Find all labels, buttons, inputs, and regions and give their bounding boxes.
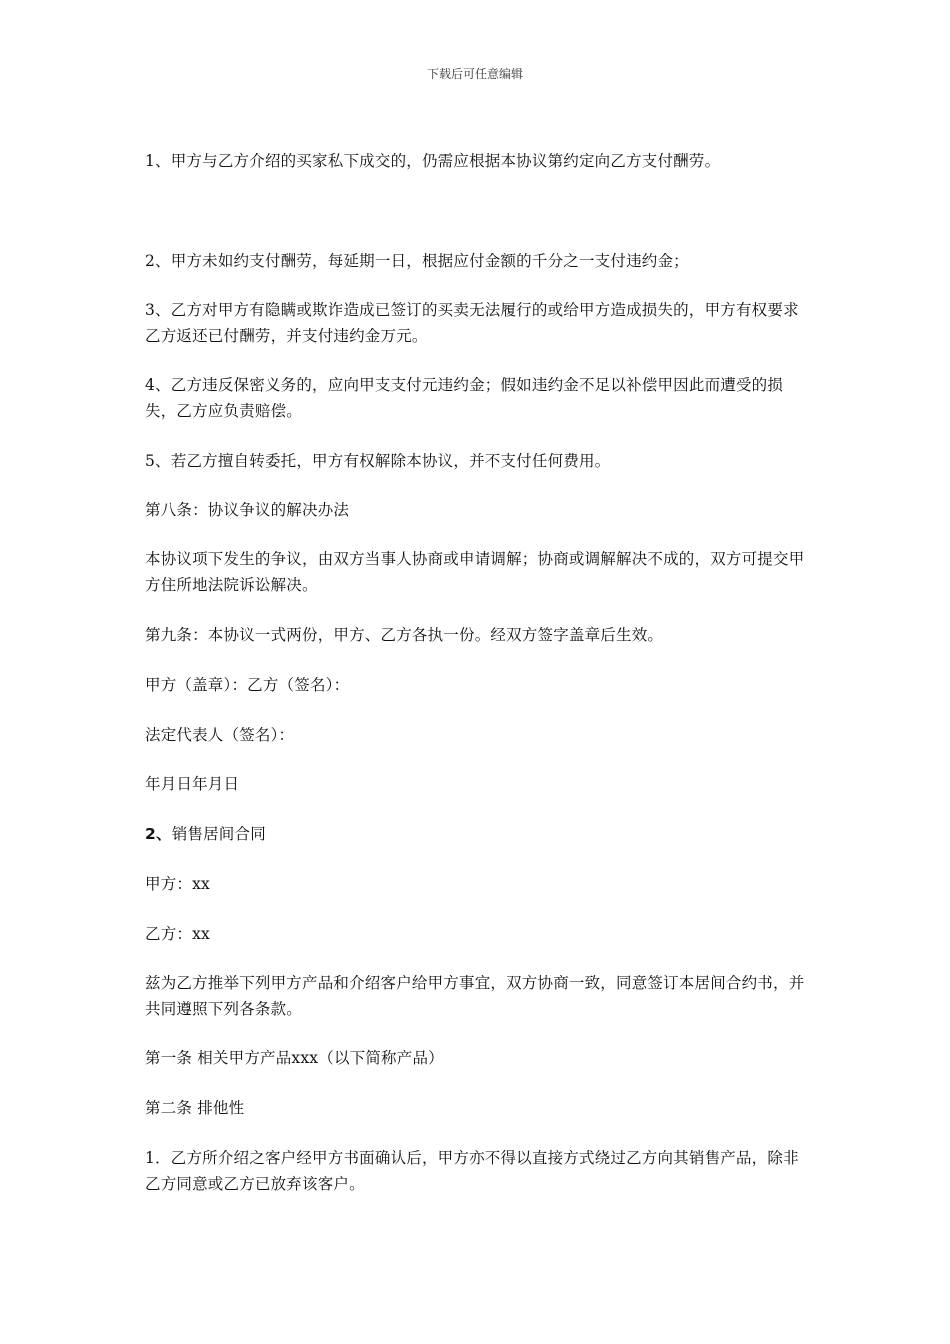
article-1: 第一条 相关甲方产品xxx（以下简称产品） xyxy=(145,1049,444,1067)
page-header: 下载后可任意编辑 xyxy=(426,67,523,81)
party-a: 甲方：xx xyxy=(145,875,210,893)
paragraph-1: 1、甲方与乙方介绍的买家私下成交的，仍需应根据本协议第约定向乙方支付酬劳。 xyxy=(145,152,721,170)
article-8-title: 第八条：协议争议的解决办法 xyxy=(145,501,350,519)
article-2-item-1: 1．乙方所介绍之客户经甲方书面确认后，甲方亦不得以直接方式绕过乙方向其销售产品，除非乙方同意或乙方已放弃该客户。 xyxy=(145,1149,799,1193)
paragraph-5: 5、若乙方擅自转委托，甲方有权解除本协议，并不支付任何费用。 xyxy=(145,452,611,470)
party-b: 乙方：xx xyxy=(145,925,210,943)
paragraph-3: 3、乙方对甲方有隐瞒或欺诈造成已签订的买卖无法履行的或给甲方造成损失的，甲方有权要求乙方返还已付酬劳，并支付违约金万元。 xyxy=(145,301,799,345)
section-number: 2、 xyxy=(145,825,172,843)
legal-representative: 法定代表人（签名）： xyxy=(145,726,295,744)
paragraph-2: 2、甲方未如约支付酬劳，每延期一日，根据应付金额的千分之一支付违约金； xyxy=(145,252,689,270)
article-9: 第九条：本协议一式两份，甲方、乙方各执一份。经双方签字盖章后生效。 xyxy=(145,626,664,644)
article-2: 第二条 排他性 xyxy=(145,1099,245,1117)
paragraph-dispute: 本协议项下发生的争议，由双方当事人协商或申请调解；协商或调解解决不成的，双方可提交甲方住所地法院诉讼解决。 xyxy=(145,550,805,594)
section-title xyxy=(145,821,810,847)
signature-parties: 甲方（盖章）：乙方（签名）： xyxy=(145,676,350,694)
paragraph-4: 4、乙方违反保密义务的，应向甲支支付元违约金；假如违约金不足以补偿甲因此而遭受的损失，乙方应负责赔偿。 xyxy=(145,376,784,420)
section-title-text: 销售居间合同 xyxy=(171,825,266,843)
paragraph-intro: 兹为乙方推举下列甲方产品和介绍客户给甲方事宜，双方协商一致，同意签订本居间合约书，并共同遵照下列各条款。 xyxy=(145,974,805,1018)
date-line: 年月日年月日 xyxy=(145,775,240,793)
